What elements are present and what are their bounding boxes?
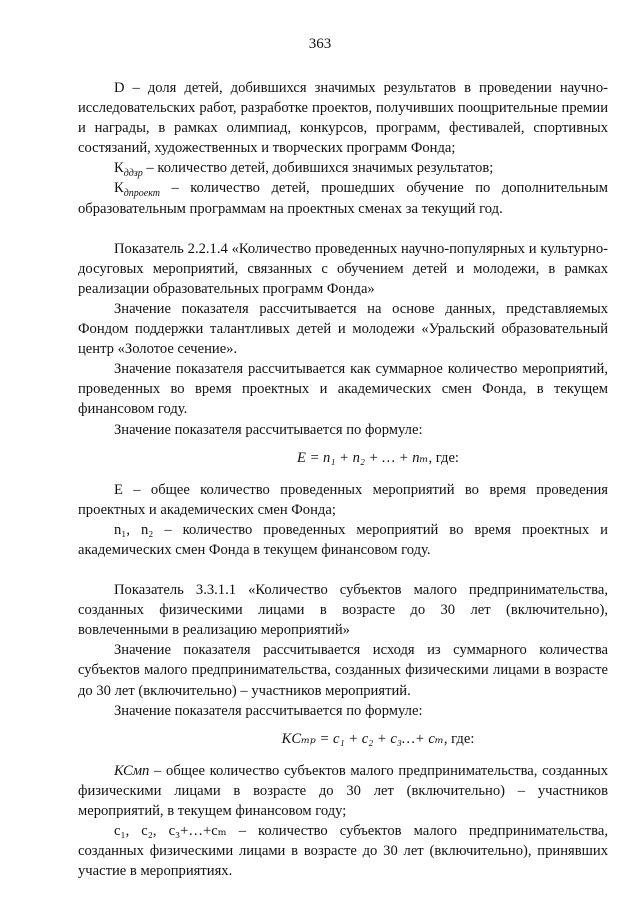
paragraph-n-definition: n₁, n₂ – количество проведенных мероприятий во время проектных и академических смен Фонда в текущем финансовом году. <box>78 521 608 558</box>
paragraph-calculation-method: Значение показателя рассчитывается как суммарное количество мероприятий, проведенных во время проектных и академических смен Фонда, в текущем финансовом году. <box>78 361 608 418</box>
formula-e <box>78 448 608 468</box>
paragraph-formula-intro: Значение показателя рассчитывается по формуле: <box>114 421 423 438</box>
paragraph-calculation-basis: Значение показателя рассчитывается исходя из суммарного количества субъектов малого предпринимательства, созданных физическими лицами в возрасте до 30 лет (включительно) – участников мероприятий. <box>78 642 608 699</box>
symbol-subscript: дпроект <box>123 188 160 200</box>
paragraph-indicator-3-3-1-1: Показатель 3.3.1.1 «Количество субъектов малого предпринимательства, созданных физическими лицами в возрасте до 30 лет (включительно), вовлеченными в реализацию мероприятий» <box>78 582 608 639</box>
symbol-subscript: ддзр <box>123 168 143 180</box>
formula-ksmp <box>78 729 608 749</box>
paragraph-e-definition: Е – общее количество проведенных мероприятий во время проведения проектных и академических смен Фонда; <box>78 481 608 518</box>
spacer <box>78 219 608 239</box>
spacer <box>78 560 608 580</box>
paragraph-data-source: Значение показателя рассчитывается на основе данных, представляемых Фондом поддержки талантливых детей и молодежи «Уральский образовательный центр «Золотое сечение». <box>78 300 608 358</box>
paragraph-kddzr-definition <box>78 158 608 178</box>
paragraph-indicator-2-2-1-4: Показатель 2.2.1.4 «Количество проведенных научно-популярных и культурно-досуговых мероприятий, связанных с обучением детей и молодежи, в рамках реализации образовательных программ Фонда» <box>78 240 608 297</box>
formula-tail: , где: <box>443 730 475 747</box>
symbol-k: К <box>114 160 124 177</box>
paragraph-ksmp-definition <box>78 761 608 821</box>
formula-expression: E = n₁ + n₂ + … + nₘ <box>297 449 429 466</box>
paragraph-c-definition: c₁, c₂, c₃+…+cₘ – количество субъектов малого предпринимательства, созданных физическими лицами в возрасте до 30 лет (включительно), принявших участие в мероприятиях. <box>78 823 608 880</box>
definition-text: – количество детей, добившихся значимых результатов; <box>142 160 494 177</box>
page-number: 363 <box>308 36 332 52</box>
paragraph-d-definition: D – доля детей, добившихся значимых результатов в проведении научно-исследовательских работ, разработке проектов, получивших поощрительные премии и награды, в рамках олимпиад, конкурсов, программ, фестивалей, спортивных состязаний, художественных и творческих программ Фонда; <box>78 80 608 157</box>
formula-expression: KCₘₚ = c₁ + c₂ + c₃…+ cₘ <box>281 730 444 747</box>
formula-tail: , где: <box>428 449 459 466</box>
symbol-ksmp: КСмп <box>114 762 150 779</box>
document-body <box>78 78 608 881</box>
definition-text: – общее количество субъектов малого предпринимательства, созданных физическими лицами в возрасте до 30 лет (включительно) – участников мероприятий, в текущем финансовом году; <box>78 762 608 819</box>
symbol-k: К <box>114 180 124 197</box>
paragraph-kdproekt-definition <box>78 178 608 218</box>
paragraph-formula-intro-2: Значение показателя рассчитывается по формуле: <box>114 702 423 719</box>
definition-text: – количество детей, прошедших обучение по дополнительным образовательным программам на проектных сменах за текущий год. <box>78 180 608 217</box>
